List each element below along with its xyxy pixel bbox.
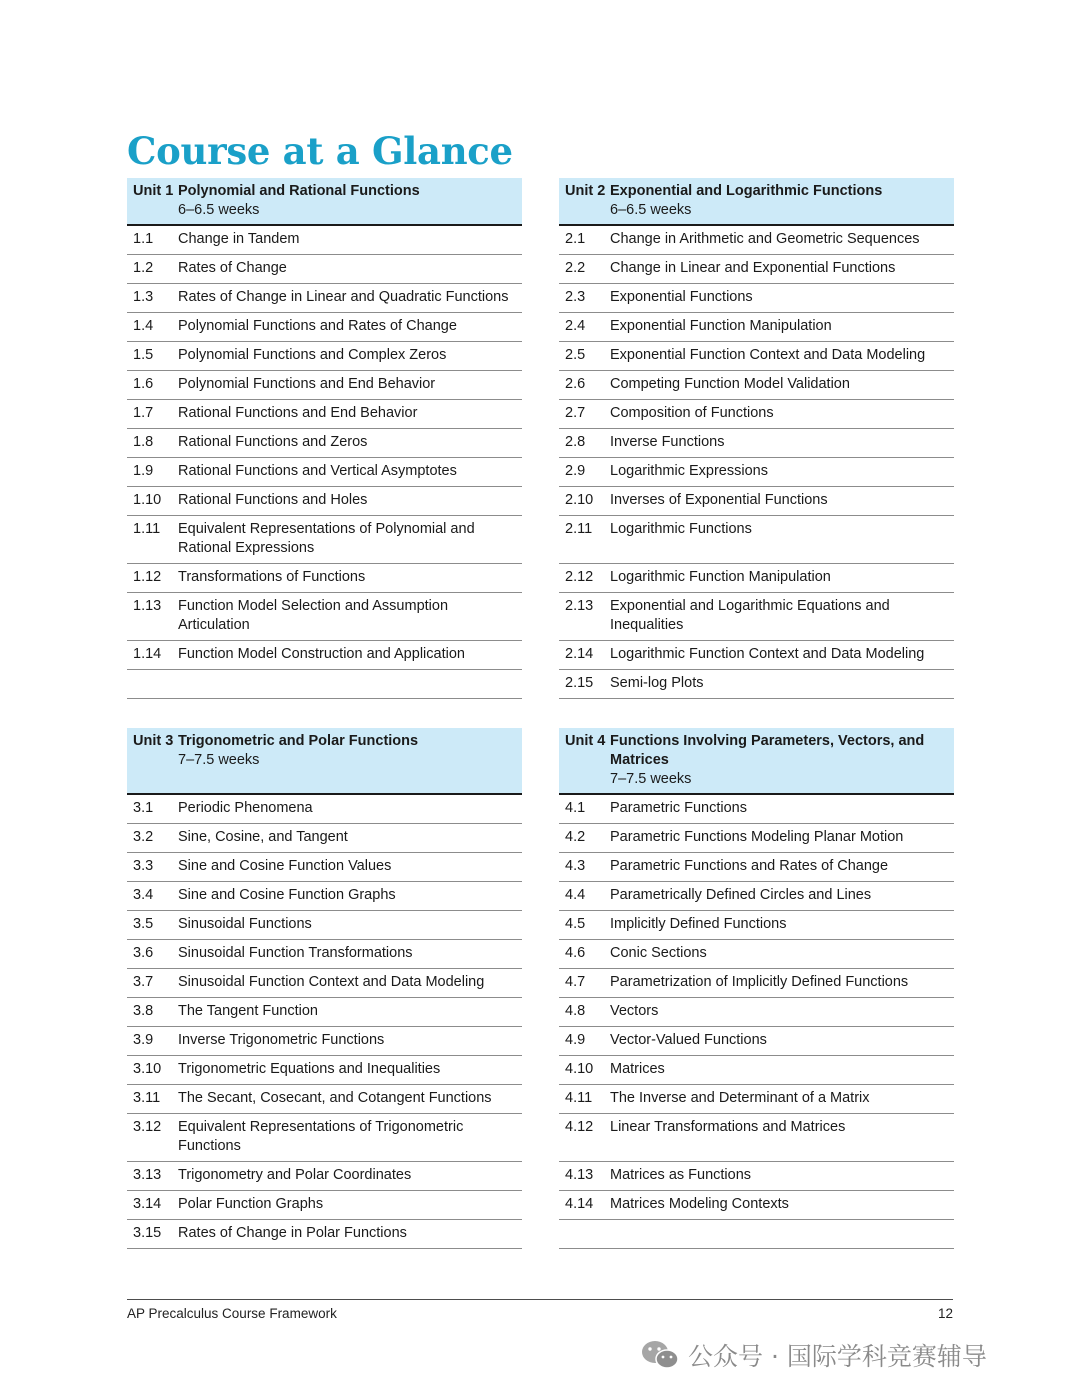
- topic-row: [127, 824, 522, 853]
- topic-row: [559, 255, 954, 284]
- topic-number: [559, 1220, 610, 1249]
- topic-row: [559, 1191, 954, 1220]
- unit-2-table: [559, 178, 954, 699]
- topic-name: [610, 1220, 954, 1249]
- topic-name: Parametric Functions Modeling Planar Motion: [610, 824, 954, 853]
- topic-number: 3.5: [127, 911, 178, 940]
- unit-heading: [178, 178, 522, 225]
- topic-row: [127, 487, 522, 516]
- topic-name: Matrices as Functions: [610, 1162, 954, 1191]
- unit-label: Unit 2: [559, 178, 610, 225]
- unit-label: Unit 1: [127, 178, 178, 225]
- unit-title: Exponential and Logarithmic Functions: [610, 183, 883, 199]
- watermark: [640, 1338, 987, 1372]
- topic-row: [559, 564, 954, 593]
- topic-number: 3.3: [127, 853, 178, 882]
- topic-row: [127, 670, 522, 699]
- unit-title: Trigonometric and Polar Functions: [178, 733, 419, 749]
- topic-row: [127, 516, 522, 564]
- topic-row: [127, 564, 522, 593]
- topic-name: Parametric Functions and Rates of Change: [610, 853, 954, 882]
- topic-name: The Inverse and Determinant of a Matrix: [610, 1085, 954, 1114]
- unit-duration: 6–6.5 weeks: [178, 202, 260, 218]
- topic-row: [559, 516, 954, 564]
- topic-number: 2.5: [559, 342, 610, 371]
- topic-row: [559, 1162, 954, 1191]
- topic-row: [127, 1027, 522, 1056]
- unit-duration: 6–6.5 weeks: [610, 202, 692, 218]
- topic-number: 1.14: [127, 641, 178, 670]
- topic-row: [127, 853, 522, 882]
- topic-row: [127, 998, 522, 1027]
- topic-row: [559, 882, 954, 911]
- topic-number: 2.9: [559, 458, 610, 487]
- topic-name: Inverses of Exponential Functions: [610, 487, 954, 516]
- topic-number: 4.4: [559, 882, 610, 911]
- topic-row: [127, 911, 522, 940]
- topic-name: Polar Function Graphs: [178, 1191, 522, 1220]
- topic-name: Parametric Functions: [610, 794, 954, 824]
- topic-name: Inverse Functions: [610, 429, 954, 458]
- topic-row: [127, 940, 522, 969]
- page-title: Course at a Glance: [127, 129, 513, 173]
- topic-name: Sinusoidal Function Transformations: [178, 940, 522, 969]
- topic-number: 4.14: [559, 1191, 610, 1220]
- unit-header: [127, 728, 522, 794]
- topic-row: [559, 1085, 954, 1114]
- topic-row: [127, 794, 522, 824]
- topic-number: 4.10: [559, 1056, 610, 1085]
- topic-name: Rational Functions and Holes: [178, 487, 522, 516]
- topic-row: [559, 1027, 954, 1056]
- topic-number: 1.5: [127, 342, 178, 371]
- topic-row: [559, 1056, 954, 1085]
- topic-number: 1.11: [127, 516, 178, 564]
- topic-row: [127, 1114, 522, 1162]
- topic-row: [559, 225, 954, 255]
- topic-name: Exponential and Logarithmic Equations and Inequalities: [610, 593, 954, 641]
- topic-number: 4.5: [559, 911, 610, 940]
- unit-4-table: [559, 728, 954, 1249]
- topic-row: [127, 284, 522, 313]
- topic-row: [127, 593, 522, 641]
- footer-page-number: 12: [937, 1306, 953, 1321]
- topic-row: [559, 998, 954, 1027]
- unit-3-table: [127, 728, 522, 1249]
- topic-name: Inverse Trigonometric Functions: [178, 1027, 522, 1056]
- topic-name: Rates of Change in Linear and Quadratic Functions: [178, 284, 522, 313]
- topic-name: The Secant, Cosecant, and Cotangent Functions: [178, 1085, 522, 1114]
- topic-name: Sinusoidal Functions: [178, 911, 522, 940]
- unit-header: [127, 178, 522, 225]
- topic-name: Change in Tandem: [178, 225, 522, 255]
- topic-name: Parametrization of Implicitly Defined Functions: [610, 969, 954, 998]
- topic-row: [127, 1085, 522, 1114]
- topic-row: [559, 824, 954, 853]
- topic-number: 2.3: [559, 284, 610, 313]
- topic-row: [127, 429, 522, 458]
- topic-number: 3.11: [127, 1085, 178, 1114]
- topic-row: [559, 284, 954, 313]
- topic-name: Equivalent Representations of Trigonometric Functions: [178, 1114, 522, 1162]
- unit-duration: 7–7.5 weeks: [178, 752, 260, 768]
- topic-number: 3.7: [127, 969, 178, 998]
- topic-name: Polynomial Functions and End Behavior: [178, 371, 522, 400]
- topic-number: 4.12: [559, 1114, 610, 1162]
- topic-row: [559, 458, 954, 487]
- unit-title: Functions Involving Parameters, Vectors, and Matrices: [610, 733, 925, 768]
- topic-name: Exponential Function Context and Data Modeling: [610, 342, 954, 371]
- topic-name: Sine, Cosine, and Tangent: [178, 824, 522, 853]
- topic-name: Composition of Functions: [610, 400, 954, 429]
- topic-name: Sine and Cosine Function Values: [178, 853, 522, 882]
- topic-name: Matrices: [610, 1056, 954, 1085]
- topic-number: 3.14: [127, 1191, 178, 1220]
- topic-name: Rates of Change in Polar Functions: [178, 1220, 522, 1249]
- topic-name: Change in Linear and Exponential Functions: [610, 255, 954, 284]
- unit-heading: [610, 728, 954, 794]
- topic-number: 2.7: [559, 400, 610, 429]
- topic-row: [559, 429, 954, 458]
- topic-row: [127, 458, 522, 487]
- watermark-text: 公众号 · 国际学科竞赛辅导: [688, 1342, 987, 1371]
- unit-header: [559, 728, 954, 794]
- topic-name: Conic Sections: [610, 940, 954, 969]
- topic-number: 3.8: [127, 998, 178, 1027]
- topic-number: 1.10: [127, 487, 178, 516]
- topic-name: Logarithmic Expressions: [610, 458, 954, 487]
- footer-divider: [127, 1299, 953, 1300]
- topic-number: 2.14: [559, 641, 610, 670]
- topic-number: 3.15: [127, 1220, 178, 1249]
- topic-row: [559, 969, 954, 998]
- wechat-icon: [640, 1338, 680, 1372]
- topic-name: Exponential Function Manipulation: [610, 313, 954, 342]
- topic-row: [127, 1220, 522, 1249]
- topic-number: 2.13: [559, 593, 610, 641]
- topic-row: [127, 882, 522, 911]
- unit-heading: [610, 178, 954, 225]
- topic-number: 1.3: [127, 284, 178, 313]
- topic-number: 4.1: [559, 794, 610, 824]
- unit-title: Polynomial and Rational Functions: [178, 183, 420, 199]
- topic-number: 1.4: [127, 313, 178, 342]
- topic-number: 3.4: [127, 882, 178, 911]
- topic-name: Rates of Change: [178, 255, 522, 284]
- topic-name: Vectors: [610, 998, 954, 1027]
- topic-name: Sine and Cosine Function Graphs: [178, 882, 522, 911]
- topic-name: Semi-log Plots: [610, 670, 954, 699]
- topic-name: Linear Transformations and Matrices: [610, 1114, 954, 1162]
- topic-name: Trigonometry and Polar Coordinates: [178, 1162, 522, 1191]
- topic-number: 1.8: [127, 429, 178, 458]
- topic-name: Rational Functions and Zeros: [178, 429, 522, 458]
- topic-row: [559, 400, 954, 429]
- topic-name: Rational Functions and End Behavior: [178, 400, 522, 429]
- topic-name: Logarithmic Functions: [610, 516, 954, 564]
- topic-name: Exponential Functions: [610, 284, 954, 313]
- topic-row: [559, 911, 954, 940]
- topic-row: [559, 593, 954, 641]
- topic-name: The Tangent Function: [178, 998, 522, 1027]
- topic-number: 3.10: [127, 1056, 178, 1085]
- topic-row: [559, 1220, 954, 1249]
- topic-row: [127, 313, 522, 342]
- topic-number: 2.15: [559, 670, 610, 699]
- topic-name: Change in Arithmetic and Geometric Sequences: [610, 225, 954, 255]
- topic-number: 4.9: [559, 1027, 610, 1056]
- topic-name: Rational Functions and Vertical Asymptotes: [178, 458, 522, 487]
- topic-number: 3.13: [127, 1162, 178, 1191]
- topic-number: 2.2: [559, 255, 610, 284]
- topic-number: 1.13: [127, 593, 178, 641]
- topic-row: [127, 1162, 522, 1191]
- unit-header: [559, 178, 954, 225]
- topic-number: 2.1: [559, 225, 610, 255]
- topic-row: [559, 342, 954, 371]
- topic-row: [559, 670, 954, 699]
- topic-number: 1.6: [127, 371, 178, 400]
- topic-name: Polynomial Functions and Rates of Change: [178, 313, 522, 342]
- topic-number: 2.10: [559, 487, 610, 516]
- topic-number: 4.2: [559, 824, 610, 853]
- topic-number: 4.6: [559, 940, 610, 969]
- topic-number: 2.4: [559, 313, 610, 342]
- topic-number: 1.9: [127, 458, 178, 487]
- topic-number: 1.1: [127, 225, 178, 255]
- topic-name: Trigonometric Equations and Inequalities: [178, 1056, 522, 1085]
- topic-name: Competing Function Model Validation: [610, 371, 954, 400]
- topic-number: 2.11: [559, 516, 610, 564]
- topic-number: 3.2: [127, 824, 178, 853]
- unit-duration: 7–7.5 weeks: [610, 771, 692, 787]
- topic-row: [127, 400, 522, 429]
- topic-name: Transformations of Functions: [178, 564, 522, 593]
- topic-name: Parametrically Defined Circles and Lines: [610, 882, 954, 911]
- unit-label: Unit 3: [127, 728, 178, 794]
- topic-name: Function Model Construction and Application: [178, 641, 522, 670]
- topic-name: Vector-Valued Functions: [610, 1027, 954, 1056]
- topic-number: 3.6: [127, 940, 178, 969]
- topic-number: 3.9: [127, 1027, 178, 1056]
- topic-name: [178, 670, 522, 699]
- topic-row: [127, 641, 522, 670]
- unit-1-table: [127, 178, 522, 699]
- topic-number: 1.7: [127, 400, 178, 429]
- topic-row: [559, 794, 954, 824]
- topic-number: 2.8: [559, 429, 610, 458]
- topic-row: [559, 940, 954, 969]
- topic-name: Logarithmic Function Manipulation: [610, 564, 954, 593]
- topic-row: [127, 342, 522, 371]
- topic-number: [127, 670, 178, 699]
- topic-row: [127, 371, 522, 400]
- topic-number: 3.12: [127, 1114, 178, 1162]
- topic-row: [127, 225, 522, 255]
- topic-name: Implicitly Defined Functions: [610, 911, 954, 940]
- unit-heading: [178, 728, 522, 794]
- footer-framework-title: AP Precalculus Course Framework: [127, 1306, 337, 1321]
- topic-row: [559, 1114, 954, 1162]
- topic-row: [559, 371, 954, 400]
- topic-number: 2.6: [559, 371, 610, 400]
- topic-name: Polynomial Functions and Complex Zeros: [178, 342, 522, 371]
- topic-number: 3.1: [127, 794, 178, 824]
- topic-number: 1.2: [127, 255, 178, 284]
- topic-name: Logarithmic Function Context and Data Modeling: [610, 641, 954, 670]
- topic-name: Equivalent Representations of Polynomial and Rational Expressions: [178, 516, 522, 564]
- unit-label: Unit 4: [559, 728, 610, 794]
- topic-row: [127, 255, 522, 284]
- topic-name: Matrices Modeling Contexts: [610, 1191, 954, 1220]
- topic-name: Sinusoidal Function Context and Data Modeling: [178, 969, 522, 998]
- topic-name: Function Model Selection and Assumption Articulation: [178, 593, 522, 641]
- topic-number: 4.7: [559, 969, 610, 998]
- topic-row: [559, 853, 954, 882]
- topic-number: 4.8: [559, 998, 610, 1027]
- topic-row: [559, 313, 954, 342]
- topic-number: 4.13: [559, 1162, 610, 1191]
- topic-row: [127, 969, 522, 998]
- topic-row: [559, 641, 954, 670]
- topic-number: 1.12: [127, 564, 178, 593]
- topic-number: 4.11: [559, 1085, 610, 1114]
- topic-row: [127, 1191, 522, 1220]
- topic-name: Periodic Phenomena: [178, 794, 522, 824]
- topic-number: 4.3: [559, 853, 610, 882]
- topic-number: 2.12: [559, 564, 610, 593]
- topic-row: [559, 487, 954, 516]
- topic-row: [127, 1056, 522, 1085]
